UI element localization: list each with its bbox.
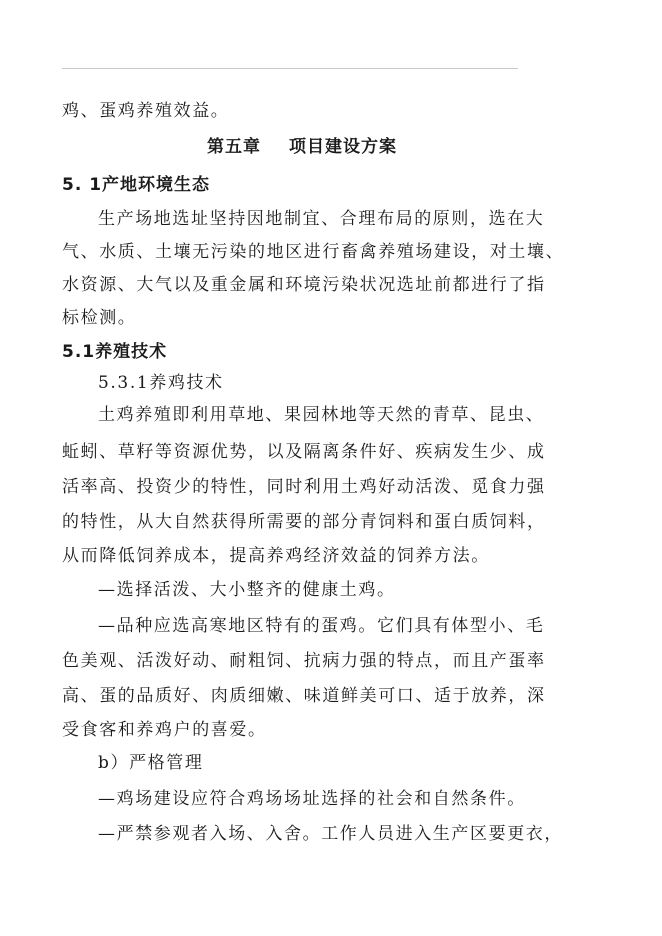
paragraph-line: 从而降低饲养成本，提高养鸡经济效益的饲养方法。 bbox=[62, 546, 490, 566]
paragraph-line: 气、水质、土壤无污染的地区进行畜禽养殖场建设，对土壤、 bbox=[62, 242, 565, 262]
bullet-line: —严禁参观者入场、入舍。工作人员进入生产区要更衣， bbox=[98, 824, 563, 844]
text-line: 鸡、蛋鸡养殖效益。 bbox=[62, 101, 230, 121]
paragraph-line: 标检测。 bbox=[62, 308, 137, 328]
chapter-heading bbox=[207, 137, 397, 157]
paragraph-line: 蚯蚓、草籽等资源优势，以及隔离条件好、疾病发生少、成 bbox=[62, 442, 546, 462]
bullet-line: —鸡场建设应符合鸡场场址选择的社会和自然条件。 bbox=[98, 789, 526, 809]
chapter-number: 第五章 bbox=[207, 137, 261, 157]
subsection-heading: b）严格管理 bbox=[98, 753, 204, 773]
bullet-line: —选择活泼、大小整齐的健康土鸡。 bbox=[98, 580, 396, 600]
section-heading: 5. 1产地环境生态 bbox=[62, 175, 211, 195]
chapter-title: 项目建设方案 bbox=[289, 137, 397, 157]
bullet-line: —品种应选高寒地区特有的蛋鸡。它们具有体型小、毛 bbox=[98, 616, 545, 636]
paragraph-line: 生产场地选址坚持因地制宜、合理布局的原则，选在大 bbox=[98, 209, 545, 229]
paragraph-line: 的特性，从大自然获得所需要的部分青饲料和蛋白质饲料， bbox=[62, 512, 546, 532]
header-rule bbox=[62, 68, 518, 69]
section-heading: 5.1养殖技术 bbox=[62, 342, 168, 362]
paragraph-line: 色美观、活泼好动、耐粗饲、抗病力强的特点，而且产蛋率 bbox=[62, 651, 546, 671]
paragraph-line: 高、蛋的品质好、肉质细嫩、味道鲜美可口、适于放养，深 bbox=[62, 686, 546, 706]
paragraph-line: 水资源、大气以及重金属和环境污染状况选址前都进行了指 bbox=[62, 275, 546, 295]
paragraph-line: 土鸡养殖即利用草地、果园林地等天然的青草、昆虫、 bbox=[98, 405, 545, 425]
paragraph-line: 受食客和养鸡户的喜爱。 bbox=[62, 720, 267, 740]
paragraph-line: 活率高、投资少的特性，同时利用土鸡好动活泼、觅食力强 bbox=[62, 477, 546, 497]
subsection-heading: 5.3.1养鸡技术 bbox=[98, 373, 224, 393]
